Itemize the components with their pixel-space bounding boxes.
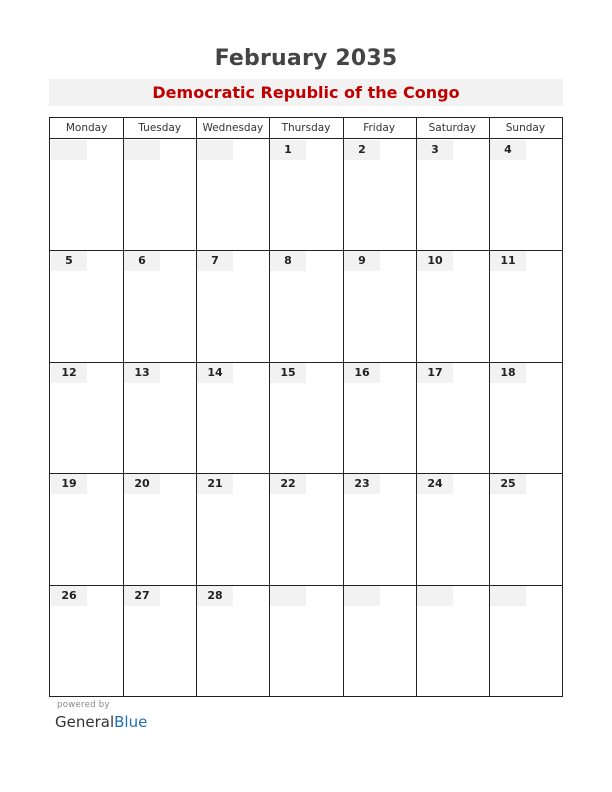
day-cell-3[interactable] [417,140,453,160]
column-divider [269,118,270,696]
day-cell-26[interactable] [51,586,87,606]
weekday-header-thursday: Thursday [281,122,331,134]
day-number [344,586,380,606]
day-number: 3 [431,143,439,156]
weekday-header-tuesday: Tuesday [138,122,182,134]
day-cell-4[interactable] [490,140,526,160]
day-cell-18[interactable] [490,363,526,383]
day-number: 4 [504,143,512,156]
day-number: 19 [61,477,77,490]
empty-day-cell [490,586,526,606]
day-number: 12 [61,366,77,379]
weekday-header-saturday: Saturday [428,122,476,134]
column-divider [123,118,124,696]
column-divider [416,118,417,696]
day-number: 9 [358,254,366,267]
day-cell-7[interactable] [197,251,233,271]
day-number: 23 [354,477,370,490]
day-number [51,140,87,160]
weekday-header-wednesday: Wednesday [202,122,264,134]
day-number: 26 [61,589,77,602]
column-divider [489,118,490,696]
generalblue-logo[interactable] [55,713,147,731]
day-number [270,586,306,606]
day-number: 21 [207,477,223,490]
day-number: 5 [65,254,73,267]
day-number: 1 [284,143,292,156]
empty-day-cell [124,140,160,160]
weekday-header-row [50,118,562,139]
column-divider [343,118,344,696]
day-cell-10[interactable] [417,251,453,271]
day-cell-12[interactable] [51,363,87,383]
day-number: 15 [280,366,296,379]
powered-by-label: powered by [57,700,110,710]
day-cell-8[interactable] [270,251,306,271]
weekday-header-friday: Friday [363,122,396,134]
day-cell-9[interactable] [344,251,380,271]
empty-day-cell [344,586,380,606]
day-cell-11[interactable] [490,251,526,271]
day-number: 17 [427,366,443,379]
empty-day-cell [197,140,233,160]
weekday-header-monday: Monday [65,122,108,134]
day-cell-21[interactable] [197,474,233,494]
empty-day-cell [51,140,87,160]
weekday-header-sunday: Sunday [505,122,546,134]
day-cell-16[interactable] [344,363,380,383]
day-number: 6 [138,254,146,267]
day-number: 7 [211,254,219,267]
empty-day-cell [417,586,453,606]
day-number [124,140,160,160]
day-cell-20[interactable] [124,474,160,494]
day-number [490,586,526,606]
calendar-grid [49,117,563,697]
country-banner [49,79,563,106]
day-number: 11 [500,254,516,267]
day-cell-17[interactable] [417,363,453,383]
logo-general: General [55,713,115,731]
country-name: Democratic Republic of the Congo [152,83,460,102]
day-number: 25 [500,477,516,490]
day-cell-1[interactable] [270,140,306,160]
day-cell-22[interactable] [270,474,306,494]
logo-blue: Blue [114,713,148,731]
day-number: 22 [280,477,296,490]
day-number: 24 [427,477,443,490]
empty-day-cell [270,586,306,606]
day-number: 8 [284,254,292,267]
day-cell-25[interactable] [490,474,526,494]
calendar-title: February 2035 [214,46,398,71]
column-divider [196,118,197,696]
day-cell-23[interactable] [344,474,380,494]
day-number [197,140,233,160]
day-cell-27[interactable] [124,586,160,606]
day-number: 18 [500,366,516,379]
day-cell-2[interactable] [344,140,380,160]
day-number: 10 [427,254,443,267]
day-number: 20 [134,477,150,490]
day-number: 13 [134,366,150,379]
day-number: 16 [354,366,370,379]
day-cell-28[interactable] [197,586,233,606]
day-cell-15[interactable] [270,363,306,383]
day-cell-24[interactable] [417,474,453,494]
day-number: 2 [358,143,366,156]
day-number: 28 [207,589,223,602]
day-cell-14[interactable] [197,363,233,383]
day-number: 27 [134,589,150,602]
day-cell-19[interactable] [51,474,87,494]
day-cell-5[interactable] [51,251,87,271]
day-number: 14 [207,366,223,379]
day-cell-13[interactable] [124,363,160,383]
day-cell-6[interactable] [124,251,160,271]
day-number [417,586,453,606]
